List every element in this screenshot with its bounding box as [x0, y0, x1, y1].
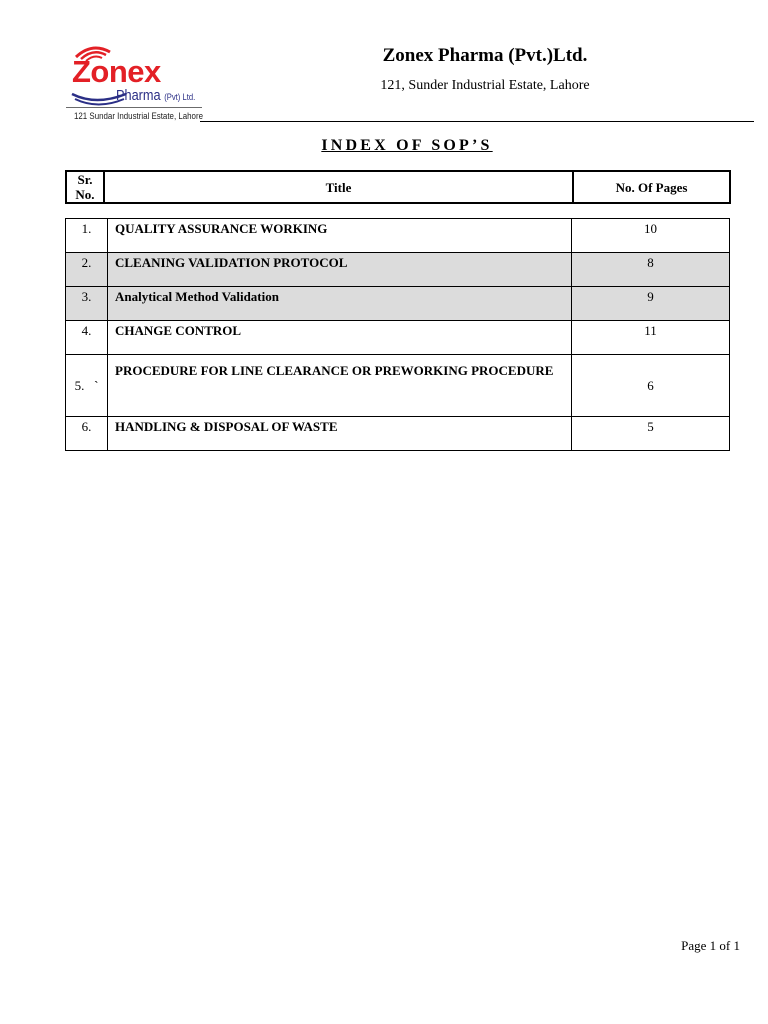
table-row	[66, 253, 730, 287]
header-divider	[200, 121, 754, 122]
company-address: 121, Sunder Industrial Estate, Lahore	[380, 78, 590, 93]
logo-pvt-text: (Pvt) Ltd.	[164, 92, 196, 102]
logo-address: 121 Sundar Industrial Estate, Lahore	[74, 111, 204, 121]
sr-cell: 3.	[66, 287, 108, 321]
page-number: Page 1 of 1	[681, 938, 740, 953]
pages-cell: 11	[572, 321, 730, 355]
sr-cell: 1.	[66, 219, 108, 253]
title-cell: QUALITY ASSURANCE WORKING	[108, 219, 572, 253]
table-row	[66, 321, 730, 355]
pages-cell: 10	[572, 219, 730, 253]
table-row	[66, 219, 730, 253]
sr-cell: 2.	[66, 253, 108, 287]
header-pages: No. Of Pages	[573, 171, 730, 203]
logo-divider	[66, 107, 202, 108]
pages-cell: 9	[572, 287, 730, 321]
index-table-header	[65, 170, 731, 204]
sr-cell: 4.	[66, 321, 108, 355]
company-logo	[66, 40, 202, 124]
header-sr-no: Sr. No.	[66, 171, 104, 203]
pages-cell: 5	[572, 417, 730, 451]
table-row	[66, 417, 730, 451]
header-title: Title	[104, 171, 573, 203]
logo-wordmark: Zonex	[72, 54, 161, 89]
document-title: INDEX OF SOP’S	[321, 137, 493, 154]
table-row	[66, 355, 730, 417]
pages-cell: 8	[572, 253, 730, 287]
pages-cell: 6	[572, 355, 730, 417]
index-table	[65, 218, 730, 451]
sr-cell: 6.	[66, 417, 108, 451]
company-name: Zonex Pharma (Pvt.)Ltd.	[382, 45, 588, 66]
logo-pharma-text: Pharma (Pvt) Ltd.	[116, 87, 196, 104]
title-cell: CLEANING VALIDATION PROTOCOL	[108, 253, 572, 287]
sr-cell: 5. `	[66, 355, 108, 417]
table-row	[66, 287, 730, 321]
title-cell: CHANGE CONTROL	[108, 321, 572, 355]
title-cell: HANDLING & DISPOSAL OF WASTE	[108, 417, 572, 451]
title-cell: Analytical Method Validation	[108, 287, 572, 321]
title-cell: PROCEDURE FOR LINE CLEARANCE OR PREWORKING PROCEDURE	[108, 355, 572, 417]
